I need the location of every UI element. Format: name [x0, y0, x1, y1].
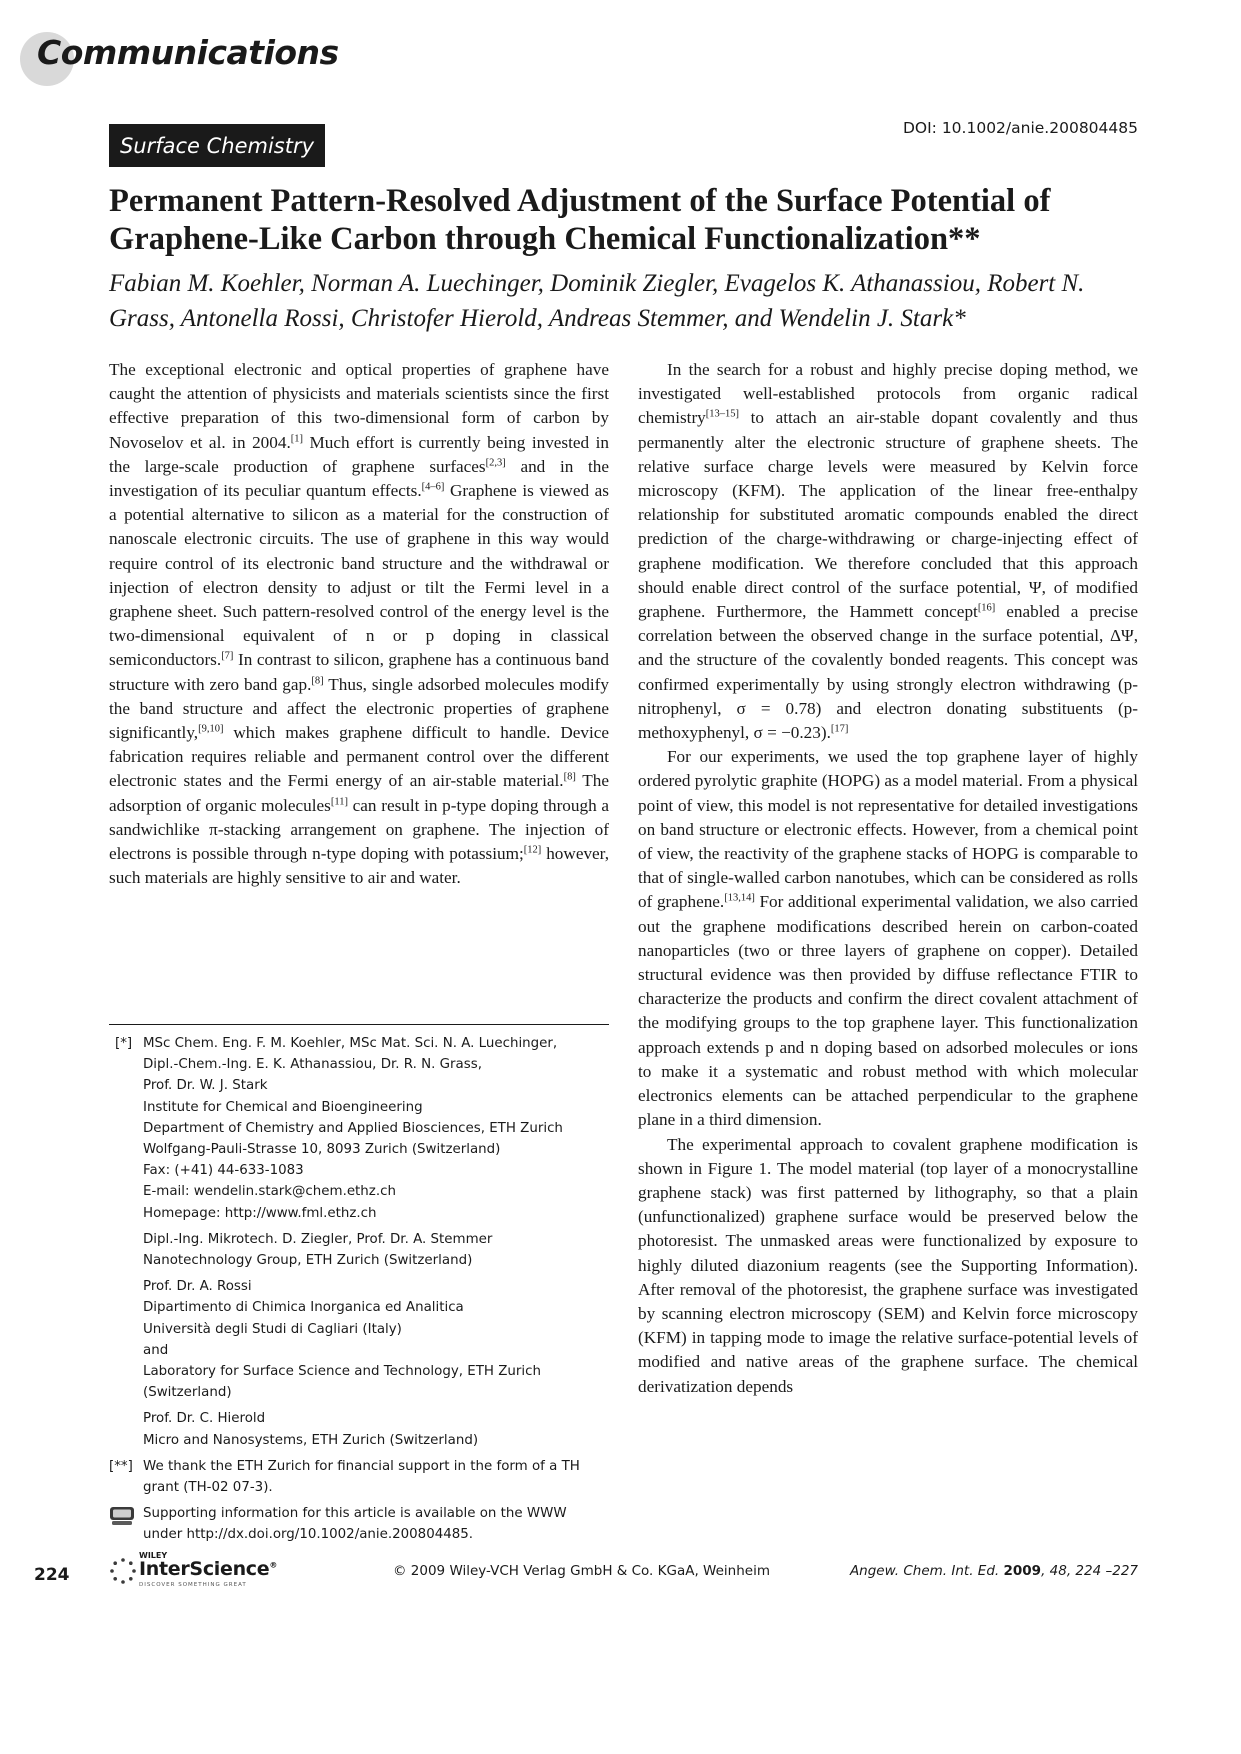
- affiliation-note: [*] MSc Chem. Eng. F. M. Koehler, MSc Mat. Sci. N. A. Luechinger, Dipl.-Chem.-Ing. E. K. Athanassiou, Dr. R. N. Grass, Prof. Dr. W. J. Stark Institute for Chemical and Bioengineering Department of Chemistry and Applied Biosciences, ETH Zurich Wolfgang-Pauli-Strasse 10, 8093 Zurich (Switzerland) Fax: (+41) 44-633-1083 E-mail: wendelin.stark@chem.ethz.ch Homepage: http://www.fml.ethz.ch Dipl.-Ing. Mikrotech. D. Ziegler, Prof. Dr. A. Stemmer Nanotechnology Group, ETH Zurich (Switzerland) Prof. Dr. A. Rossi Dipartimento di Chimica Inorganica ed Analitica Università degli Studi di Cagliari (Italy) and Laboratory for Surface Science and Technology, ETH Zurich (Switzerland) Prof. Dr. C. Hierold Micro and Nanosystems, ETH Zurich (Switzerland): [109, 1033, 609, 1451]
- doi[interactable]: DOI: 10.1002/anie.200804485: [902, 119, 1138, 137]
- computer-icon: [109, 1506, 135, 1526]
- logo-wiley-text: WILEY: [139, 1551, 168, 1560]
- logo-tagline: DISCOVER SOMETHING GREAT: [139, 1582, 247, 1588]
- acknowledgment-note: [**] We thank the ETH Zurich for financial support in the form of a TH grant (TH-02 07-3).: [109, 1456, 609, 1498]
- citation-ref[interactable]: [1]: [290, 432, 303, 444]
- homepage-link[interactable]: Homepage: http://www.fml.ethz.ch: [143, 1205, 377, 1221]
- footnote-marker: [*]: [115, 1036, 133, 1051]
- citation-ref[interactable]: [8]: [311, 674, 324, 686]
- footnote-divider: [109, 1024, 609, 1025]
- citation-ref[interactable]: [17]: [830, 723, 849, 735]
- subsection-tag: Surface Chemistry: [109, 124, 325, 167]
- citation-ref[interactable]: [11]: [330, 795, 348, 807]
- section-heading: Communications: [37, 33, 339, 72]
- paragraph: The exceptional electronic and optical properties of graphene have caught the attention of physicists and materials scientists since the first effective preparation of this two-dimensional form of carbon by Novoselov et al. in 2004.[1] Much effort is currently being invested in the large-scale production of graphene surfaces[2,3] and in the investigation of its peculiar quantum effects.[4–6] Graphene is viewed as a potential alternative to silicon as a material for the construction of nanoscale electronic circuits. The use of graphene in this way would require control of its electronic band structure and the withdrawal or injection of electron density to adjust or tilt the Fermi level in a graphene sheet. Such pattern-resolved control of the energy level is the two-dimensional equivalent of n or p doping in classical semiconductors.[7] In contrast to silicon, graphene has a continuous band structure with zero band gap.[8] Thus, single adsorbed molecules modify the band structure and affect the electronic properties of graphene significantly,[9,10] which makes graphene difficult to handle. Device fabrication requires reliable and permanent control over the different electronic states and the Fermi energy of an air-stable material.[8] The adsorption of organic molecules[11] can result in p-type doping through a sandwichlike π-stacking arrangement on graphene. The injection of electrons is possible through n-type doping with potassium;[12] however, such materials are highly sensitive to air and water.: [109, 360, 609, 888]
- citation-ref[interactable]: [7]: [221, 650, 234, 662]
- footnote-marker: [**]: [109, 1458, 133, 1474]
- interscience-logo-icon: [109, 1557, 137, 1585]
- publisher-logo: [109, 1551, 289, 1593]
- citation-ref[interactable]: [8]: [563, 771, 576, 783]
- article-title: Permanent Pattern-Resolved Adjustment of the Surface Potential of Graphene-Like Carbon through Chemical Functionalization**: [109, 183, 1051, 257]
- citation-ref[interactable]: [2,3]: [485, 457, 506, 469]
- journal-citation: Angew. Chem. Int. Ed. 2009, 48, 224 –227: [849, 1563, 1138, 1579]
- paragraph: The experimental approach to covalent graphene modification is shown in Figure 1. The model material (top layer of a monocrystalline graphene stack) was first patterned by lithography, so that a plain (unfunctionalized) graphene surface would be preserved below the photoresist. The unmasked areas were functionalized by exposure to highly diluted diazonium reagents (see the Supporting Information). After removal of the photoresist, the graphene surface was investigated by scanning electron microscopy (SEM) and Kelvin force microscopy (KFM) in tapping mode to image the relative surface-potential levels of modified and native areas of the graphene surface. The chemical derivatization depends: [638, 1134, 1138, 1396]
- logo-main-text: InterScience®: [139, 1558, 278, 1580]
- citation-ref[interactable]: [13,14]: [724, 892, 755, 904]
- body-column-right: [638, 358, 1138, 1399]
- body-column-left: [109, 358, 609, 890]
- copyright: © 2009 Wiley-VCH Verlag GmbH & Co. KGaA, Weinheim: [393, 1563, 770, 1579]
- author-list: Fabian M. Koehler, Norman A. Luechinger, Dominik Ziegler, Evagelos K. Athanassiou, Robert N. Grass, Antonella Rossi, Christofer Hierold, Andreas Stemmer, and Wendelin J. Stark*: [109, 270, 1085, 332]
- citation-ref[interactable]: [12]: [523, 844, 542, 856]
- citation-ref[interactable]: [13–15]: [705, 408, 740, 420]
- supporting-info-note: Supporting information for this article is available on the WWW under http://dx.doi.org/10.1002/anie.200804485.: [109, 1503, 609, 1545]
- citation-ref[interactable]: [16]: [977, 602, 996, 614]
- paragraph: For our experiments, we used the top graphene layer of highly ordered pyrolytic graphite (HOPG) as a model material. From a physical point of view, this model is not representative for detailed investigations on band structure or electronic effects. However, from a chemical point of view, the reactivity of the graphene stacks of HOPG is comparable to that of single-walled carbon nanotubes, which can be considered as rolls of graphene.[13,14] For additional experimental validation, we also carried out the graphene modifications described herein on carbon-coated nanoparticles (two or three layers of graphene on copper). Detailed structural evidence was then provided by diffuse reflectance FTIR to characterize the products and confirm the direct covalent attachment of the modifying groups to the top graphene layer. This functionalization approach extends p and n doping based on adsorbed molecules or ions to make it a systematic and robust method with which molecular electronics elements can be attached perpendicular to the graphene plane in a third dimension.: [638, 747, 1138, 1130]
- email-link[interactable]: E-mail: wendelin.stark@chem.ethz.ch: [143, 1184, 396, 1200]
- citation-ref[interactable]: [4–6]: [421, 481, 445, 493]
- footnotes: [109, 1033, 609, 1546]
- paragraph: In the search for a robust and highly precise doping method, we investigated well-established protocols from organic radical chemistry[13–15] to attach an air-stable dopant covalently and thus permanently alter the electronic structure of graphene sheets. The relative surface charge levels were measured by Kelvin force microscopy (KFM). The application of the linear free-enthalpy relationship for substituted aromatic compounds enabled the direct prediction of the charge-withdrawing or charge-injecting effect of graphene modification. We therefore concluded that this approach should enable direct control of the surface potential, Ψ, of modified graphene. Furthermore, the Hammett concept[16] enabled a precise correlation between the observed change in the surface potential, ΔΨ, and the structure of the covalently bonded reagents. This concept was confirmed experimentally by using strongly electron withdrawing (p-nitrophenyl, σ = 0.78) and electron donating substituents (p-methoxyphenyl, σ = −0.23).[17]: [638, 360, 1138, 743]
- citation-ref[interactable]: [9,10]: [198, 723, 224, 735]
- supporting-info-link[interactable]: under http://dx.doi.org/10.1002/anie.200804485.: [143, 1527, 474, 1543]
- page-number: 224: [34, 1565, 70, 1585]
